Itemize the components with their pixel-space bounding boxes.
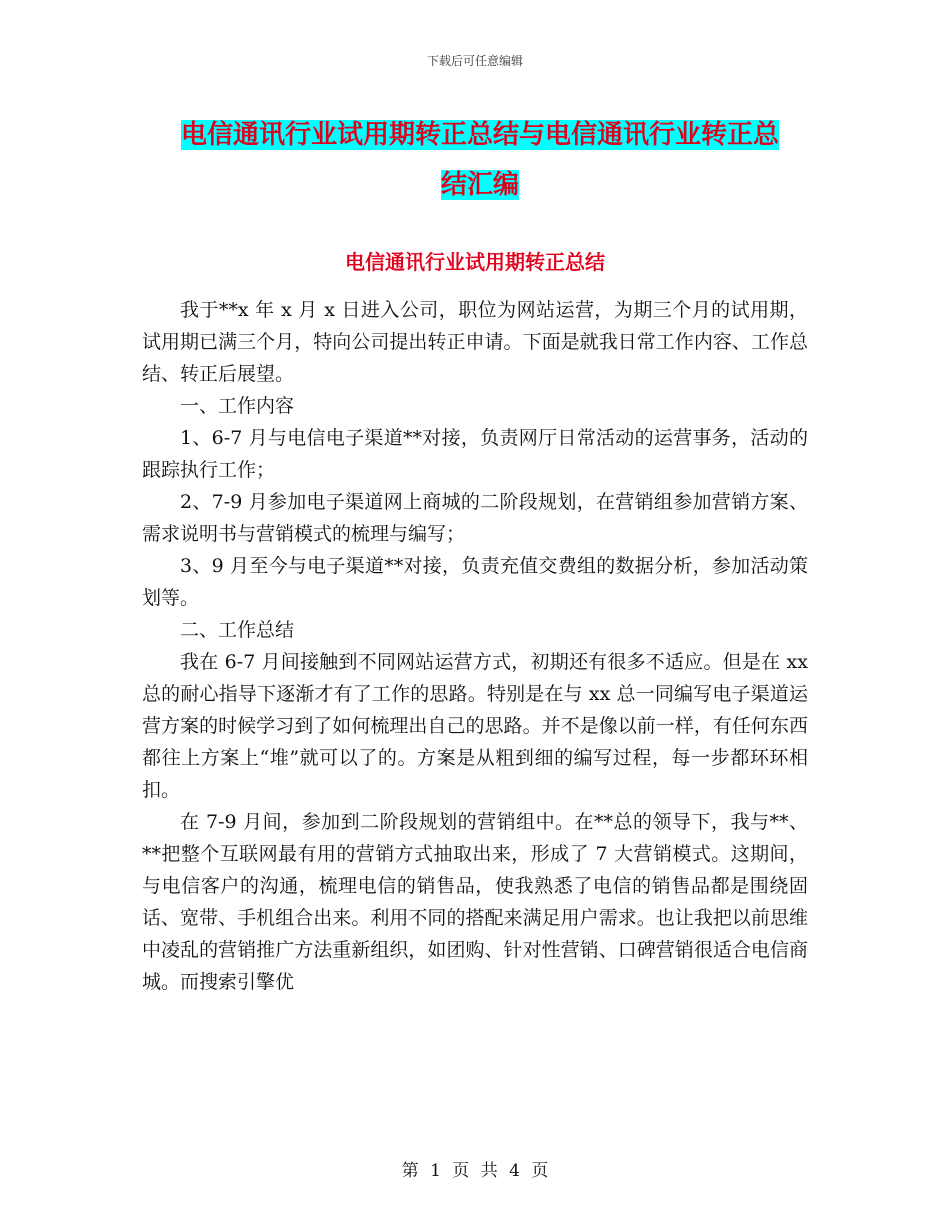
document-title-line2: 结汇编 [440,170,519,200]
paragraph-item-3: 3、9 月至今与电子渠道**对接，负责充值交费组的数据分析，参加活动策划等。 [142,555,808,609]
document-title [140,110,820,210]
document-title-line1: 电信通讯行业试用期转正总结与电信通讯行业转正总 [180,120,779,150]
heading-work-summary: 二、工作总结 [180,619,295,641]
section-title: 电信通讯行业试用期转正总结 [345,250,605,274]
paragraph-summary-1: 我在 6-7 月间接触到不同网站运营方式，初期还有很多不适应。但是在 xx 总的耐心指导下逐渐才有了工作的思路。特别是在与 xx 总一同编写电子渠道运营方案的时候学习到了如何梳理出自己的思路。并不是像以前一样，有任何东西都往上方案上“堆”就可以了的。方案是从粗到细的编写过程，每一步都环环相扣。 [142,651,808,801]
heading-work-content: 一、工作内容 [180,395,295,417]
paragraph-item-1: 1、6-7 月与电信电子渠道**对接，负责网厅日常活动的运营事务，活动的跟踪执行工作； [142,427,808,481]
paragraph-item-2: 2、7-9 月参加电子渠道网上商城的二阶段规划，在营销组参加营销方案、需求说明书与营销模式的梳理与编写； [142,491,808,545]
header-note: 下载后可任意编辑 [426,54,523,68]
page-footer: 第 1 页 共 4 页 [401,1161,549,1181]
paragraph-summary-2: 在 7-9 月间，参加到二阶段规划的营销组中。在**总的领导下，我与**、**把整个互联网最有用的营销方式抽取出来，形成了 7 大营销模式。这期间，与电信客户的沟通，梳理电信的销售品，使我熟悉了电信的销售品都是围绕固话、宽带、手机组合出来。利用不同的搭配来满足用户需求。也让我把以前思维中凌乱的营销推广方法重新组织，如团购、针对性营销、口碑营销很适合电信商城。而搜索引擎优 [142,811,808,993]
paragraph-intro: 我于**x 年 x 月 x 日进入公司，职位为网站运营，为期三个月的试用期，试用期已满三个月，特向公司提出转正申请。下面是就我日常工作内容、工作总结、转正后展望。 [142,299,808,385]
document-body [142,294,808,998]
